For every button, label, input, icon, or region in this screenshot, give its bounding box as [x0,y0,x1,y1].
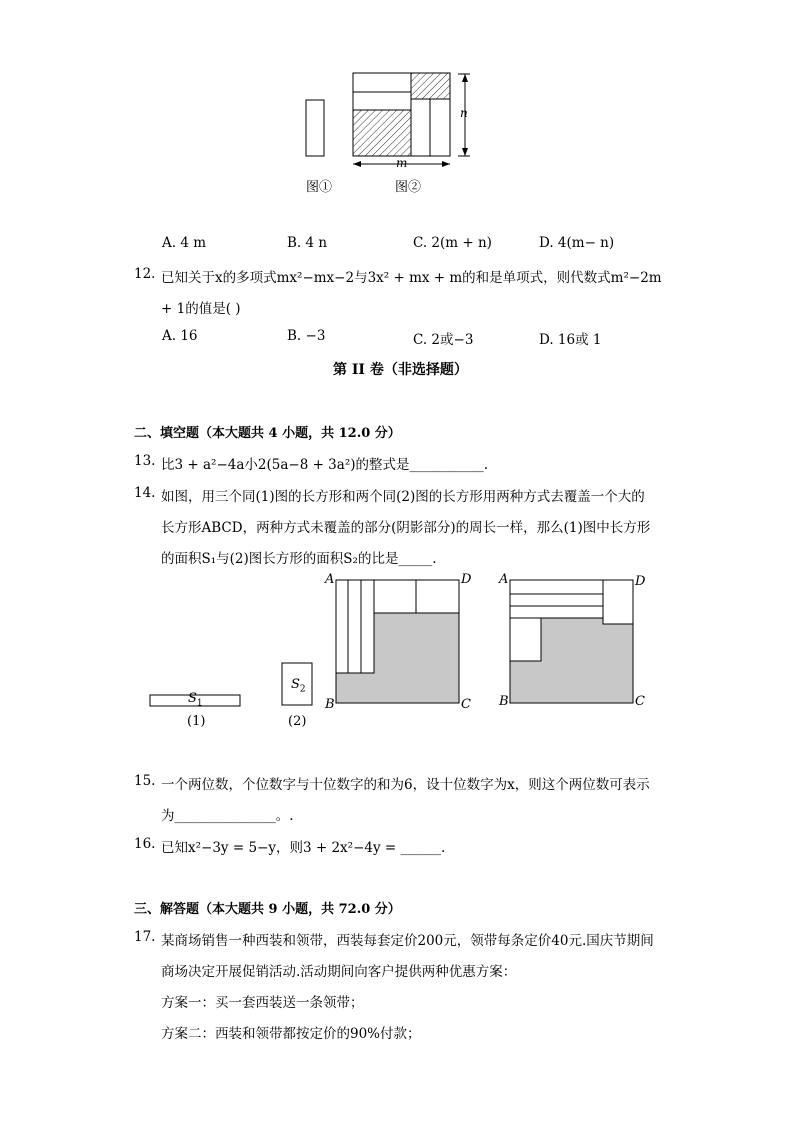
q12-option-a[interactable]: A. 16 [162,328,198,344]
q13-number: 13. [134,453,156,469]
q17-text-line4: 方案二：西装和领带都按定价的90%付款； [161,1026,421,1042]
q11-option-b[interactable]: B. 4 n [287,235,328,251]
q11-option-c[interactable]: C. 2(m + n) [413,235,492,251]
q15-text-line1: 一个两位数，个位数字与十位数字的和为6，设十位数字为x，则这个两位数可表示 [161,777,650,793]
label-c-right: C [635,694,645,709]
part2-title: 第 II 卷（非选择题） [333,362,468,378]
q15-number: 15. [134,773,156,789]
label-d-right: D [635,574,646,589]
figure-2-caption: 图② [395,180,422,195]
shaded-region-1 [353,110,411,156]
q17-text-line1: 某商场销售一种西装和领带，西装每套定价200元，领带每条定价40元.国庆节期间 [161,933,654,949]
q12-number: 12. [134,266,156,282]
label-d-left: D [461,572,472,587]
figure-14-caption-1: (1) [187,714,206,729]
q13-text: 比3 + a²−4a小2(5a−8 + 3a²)的整式是___________. [161,457,489,473]
q17-text-line3: 方案一：买一套西装送一条领带； [161,995,364,1011]
q12-text-line1: 已知关于x的多项式mx²−mx−2与3x² + mx + m的和是单项式，则代数式m²−2m [161,270,662,286]
figure-14-caption-2: (2) [288,714,307,729]
figure-1-caption: 图① [306,180,333,195]
q14-number: 14. [134,485,156,501]
dim-n-label: n [460,106,468,120]
section2-title: 二、填空题（本大题共 4 小题，共 12.0 分） [134,426,401,441]
figure-q14 [140,570,660,740]
label-a-right: A [499,572,509,587]
q17-number: 17. [134,929,156,945]
q11-option-d[interactable]: D. 4(m− n) [539,235,615,251]
q12-option-c[interactable]: C. 2或−3 [413,332,474,348]
s2-label: $S_2$ [291,677,306,695]
s1-label: $S_1$ [188,691,203,709]
q11-option-a[interactable]: A. 4 m [162,235,207,251]
small-rectangle [306,100,324,156]
label-b-right: B [499,694,509,709]
label-c-left: C [461,697,471,712]
label-a-left: A [325,572,335,587]
q15-text-line2: 为_______________。. [161,808,294,824]
dim-m-label: m [396,156,408,170]
q12-option-b[interactable]: B. −3 [287,328,326,344]
section3-title: 三、解答题（本大题共 9 小题，共 72.0 分） [134,902,401,917]
q12-option-d[interactable]: D. 16或 1 [539,332,602,348]
q16-text: 已知x²−3y = 5−y，则3 + 2x²−4y = ______. [161,840,446,856]
q14-text-line2: 长方形ABCD，两种方式未覆盖的部分(阴影部分)的周长一样，那么(1)图中长方形 [161,520,651,536]
shaded-region-2 [411,73,450,99]
q14-text-line1: 如图，用三个同(1)图的长方形和两个同(2)图的长方形用两种方式去覆盖一个大的 [161,489,645,505]
label-b-left: B [325,697,335,712]
q16-number: 16. [134,836,156,852]
q17-text-line2: 商场决定开展促销活动.活动期间向客户提供两种优惠方案： [161,964,517,980]
q12-text-line2: + 1的值是( ) [161,301,241,317]
q14-text-line3: 的面积S₁与(2)图长方形的面积S₂的比是_____. [161,551,437,567]
